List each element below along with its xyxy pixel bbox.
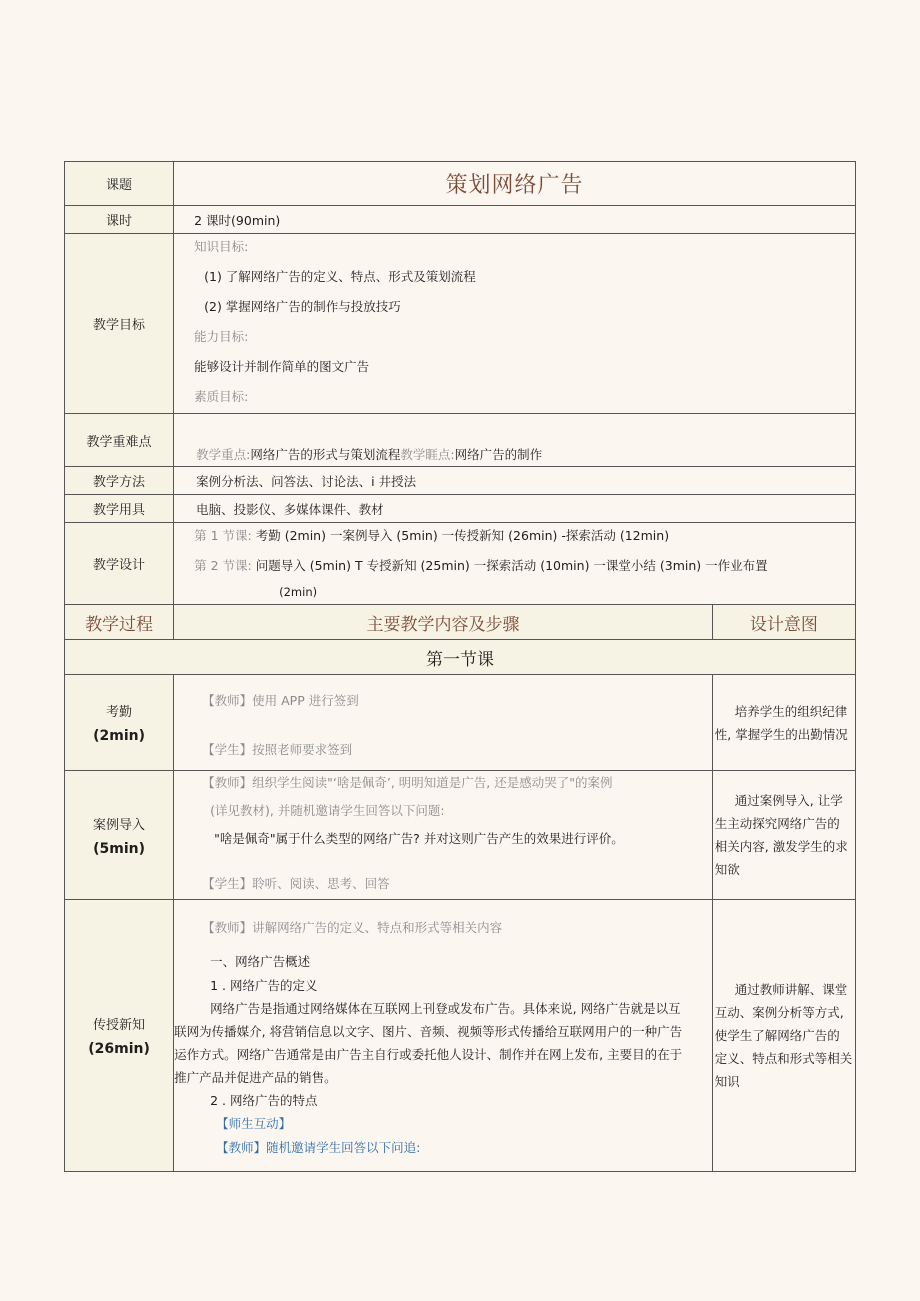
- teaching-teacher: 【教师】讲解网络广告的定义、特点和形式等相关内容: [202, 920, 503, 935]
- ability-item-1: 能够设计并制作简单的图文广告: [194, 359, 370, 374]
- methods-label: 教学方法: [65, 467, 174, 495]
- design-label: 教学设计: [65, 523, 174, 605]
- session-2-continued: (2min): [279, 585, 318, 599]
- session-2-text: 问题导入 (5min) T 专授新知 (25min) 一探索活动 (10min) 一课堂小结 (3min) 一作业布置: [255, 558, 768, 573]
- teaching-intent-line-1: 通过教师讲解、课堂: [734, 982, 848, 997]
- case-intro-intent-line-4: 知欲: [714, 862, 740, 877]
- teaching-paragraph-line-1: 网络广告是指通过网络媒体在互联网上刊登或发布广告。具体来说, 网络广告就是以互: [210, 1001, 681, 1016]
- hours-label: 课时: [65, 206, 174, 234]
- teaching-heading-3: 2 . 网络广告的特点: [210, 1093, 318, 1108]
- teaching-interaction-label: 【师生互动】: [216, 1116, 292, 1131]
- objectives-content: [174, 234, 856, 414]
- objectives-label: 教学目标: [65, 234, 174, 414]
- case-intro-intent: [712, 771, 855, 900]
- teaching-paragraph-line-2: 联网为传播媒介, 将营销信息以文字、图片、音频、视频等形式传播给互联网用户的一种广告: [174, 1024, 683, 1039]
- topic-title: 策划网络广告: [174, 162, 856, 206]
- ability-heading: 能力目标:: [194, 329, 249, 344]
- knowledge-item-2: (2) 掌握网络广告的制作与投放技巧: [204, 299, 401, 314]
- teaching-intent: [712, 900, 855, 1172]
- case-intro-student: 【学生】聆听、阅读、思考、回答: [202, 876, 390, 891]
- focus-text: 网络广告的形式与策划流程: [250, 447, 401, 462]
- case-intro-label: 案例导入: [93, 817, 146, 833]
- attendance-student: 【学生】按照老师要求签到: [202, 742, 353, 757]
- teaching-intent-line-2: 互动、案例分析等方式,: [714, 1005, 844, 1020]
- attendance-teacher: 【教师】使用 APP 进行签到: [202, 693, 359, 708]
- session-1-text: 考勤 (2min) 一案例导入 (5min) 一传授新知 (26min) -探索活动 (12min): [255, 528, 670, 543]
- session-1-heading: 第 1 节课:: [194, 528, 252, 543]
- teaching-paragraph-line-3: 运作方式。网络广告通常是由广告主自行或委托他人设计、制作并在网上发布, 主要目的在于: [174, 1047, 683, 1062]
- tools-label: 教学用具: [65, 495, 174, 523]
- difficulty-text: 网络广告的制作: [454, 447, 543, 462]
- process-header-col1: 教学过程: [65, 605, 174, 640]
- knowledge-item-1: (1) 了解网络广告的定义、特点、形式及策划流程: [204, 269, 476, 284]
- teaching-cell: [65, 900, 174, 1172]
- teaching-intent-line-4: 定义、特点和形式等相关: [714, 1051, 853, 1066]
- teaching-intent-line-5: 知识: [714, 1074, 740, 1089]
- teaching-paragraph-line-4: 推广产品并促进产品的销售。: [174, 1070, 337, 1085]
- case-intro-question: "啥是佩奇"属于什么类型的网络广告? 并对这则广告产生的效果进行评价。: [214, 831, 624, 846]
- section-1-title: 第一节课: [65, 640, 856, 675]
- teaching-content: [174, 900, 713, 1172]
- attendance-label: 考勤: [106, 705, 133, 720]
- attendance-duration: (2min): [93, 728, 146, 744]
- teaching-label: 传授新知: [93, 1018, 146, 1033]
- process-header-col2: 主要教学内容及步骤: [174, 605, 713, 640]
- case-intro-intent-line-2: 生主动探究网络广告的: [714, 816, 840, 831]
- hours-value: 2 课时(90min): [174, 206, 856, 234]
- difficulty-heading: 教学睚点:: [400, 447, 455, 462]
- teaching-teacher-question: 【教师】随机邀请学生回答以下问追:: [216, 1140, 421, 1155]
- topic-label: 课题: [65, 162, 174, 206]
- case-intro-content: [174, 771, 713, 900]
- case-intro-cell: [65, 771, 174, 900]
- teaching-heading-2: 1 . 网络广告的定义: [210, 978, 318, 993]
- attendance-intent: [712, 675, 855, 771]
- teaching-definition-paragraph: [174, 997, 712, 1089]
- attendance-cell: [65, 675, 174, 771]
- session-2-heading: 第 2 节课:: [194, 558, 252, 573]
- teaching-duration: (26min): [88, 1041, 150, 1057]
- lesson-plan: [64, 161, 856, 1172]
- focus-heading: 教学重点:: [196, 447, 251, 462]
- design-content: [174, 523, 856, 605]
- teaching-heading-1: 一、网络广告概述: [210, 954, 311, 969]
- attendance-intent-line-2: 性, 掌握学生的出勤情况: [714, 726, 848, 742]
- case-intro-intent-line-3: 相关内容, 激发学生的求: [714, 839, 848, 854]
- teaching-intent-line-3: 使学生了解网络广告的: [714, 1028, 840, 1043]
- case-intro-teacher-1: 【教师】组织学生阅读"‘啥是佩奇’, 明明知道是广告, 还是感动哭了"的案例: [202, 775, 613, 790]
- case-intro-duration: (5min): [93, 840, 146, 857]
- tools-text: 电脑、投影仪、多媒体课件、教材: [174, 495, 856, 523]
- key-points-label: 教学重难点: [65, 414, 174, 467]
- lesson-plan-table: [64, 161, 856, 1172]
- quality-heading: 素质目标:: [194, 389, 249, 404]
- process-header-col3: 设计意图: [712, 605, 855, 640]
- key-points-content: [174, 414, 856, 467]
- methods-text: 案例分析法、问答法、讨论法、i 井授法: [174, 467, 856, 495]
- knowledge-heading: 知识目标:: [194, 239, 249, 254]
- attendance-intent-line-1: 培养学生的组织纪律: [734, 703, 848, 719]
- case-intro-teacher-2: (详见教材), 并随机邀请学生回答以下问题:: [210, 803, 445, 818]
- case-intro-intent-line-1: 通过案例导入, 让学: [734, 793, 843, 808]
- attendance-content: [174, 675, 713, 771]
